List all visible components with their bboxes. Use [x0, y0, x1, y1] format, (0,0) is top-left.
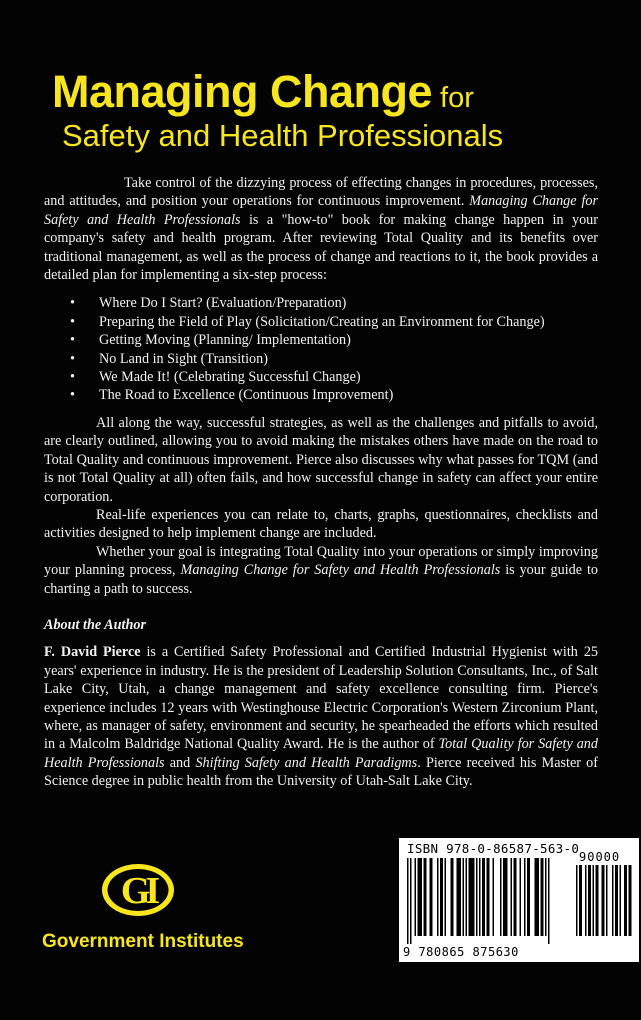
- author-name: F. David Pierce: [44, 644, 141, 661]
- book-title: Managing Change: [52, 66, 433, 117]
- step-item: [44, 386, 598, 404]
- step-label: Where Do I Start? (Evaluation/Preparation): [99, 295, 347, 312]
- goal-text-b: is your guide to charting a path to success.: [44, 562, 598, 597]
- step-label: Getting Moving (Planning/ Implementation): [99, 332, 351, 349]
- barcode-bar: [476, 858, 478, 936]
- title-line-1: [52, 66, 474, 118]
- barcode-bar: [520, 858, 522, 936]
- barcode-bar: [511, 858, 513, 936]
- author-paragraph: [44, 643, 598, 790]
- barcode-bar: [602, 865, 605, 936]
- step-item: [44, 331, 598, 349]
- barcode-bar: [615, 865, 618, 936]
- barcode-bar: [624, 865, 627, 936]
- barcode-bar: [629, 865, 632, 936]
- intro-book-title: Managing Change for Safety and Health Professionals: [44, 193, 599, 228]
- barcode-bar: [487, 858, 490, 936]
- barcode-bar: [482, 858, 485, 936]
- barcode-bar: [588, 865, 591, 936]
- bullet-icon: •: [70, 350, 75, 367]
- author-and: and: [164, 754, 196, 771]
- barcode-bar: [596, 865, 599, 936]
- publisher-logo: [99, 860, 177, 920]
- step-item: [44, 294, 598, 312]
- barcode-bar: [437, 858, 439, 936]
- bullet-icon: •: [70, 332, 75, 349]
- step-label: Preparing the Field of Play (Solicitation/Creating an Environment for Change): [99, 313, 545, 330]
- step-item: [44, 350, 598, 368]
- bullet-icon: •: [70, 369, 75, 386]
- barcode-bar: [606, 865, 608, 936]
- step-item: [44, 368, 598, 386]
- barcode-bar: [585, 865, 587, 936]
- price-addon-digits: 90000: [579, 850, 621, 864]
- barcode-bar: [424, 858, 427, 936]
- barcode-bar: [535, 858, 540, 936]
- barcode-bar: [445, 858, 447, 936]
- barcode-bar: [612, 865, 614, 936]
- barcode-bar: [469, 858, 475, 936]
- barcode-bar: [466, 858, 468, 936]
- title-for-word: for: [440, 82, 474, 114]
- barcode-bar: [579, 865, 582, 936]
- barcode-bar: [620, 865, 622, 936]
- barcode-bar: [457, 858, 462, 936]
- step-list: [44, 294, 598, 404]
- barcode-bar: [493, 858, 495, 936]
- barcode-bar: [451, 858, 454, 936]
- goal-text-a: Whether your goal is integrating Total Quality into your operations or simply improving your planning process,: [44, 543, 598, 579]
- step-label: No Land in Sight (Transition): [99, 350, 268, 367]
- back-cover-text: [44, 174, 598, 791]
- barcode-bar: [410, 858, 412, 944]
- step-label: The Road to Excellence (Continuous Improvement): [99, 387, 394, 404]
- barcode-bar: [524, 858, 526, 936]
- publisher-name: Government Institutes: [42, 931, 244, 952]
- barcode-bar: [593, 865, 595, 936]
- intro-paragraph: [44, 174, 598, 284]
- strategies-paragraph: All along the way, successful strategies, as well as the challenges and pitfalls to avoid, are clearly outlined, allowing you to avoid making the mistakes others have made on the road to Total Quality and continuous improvement. Pierce also discusses why what passes for TQM (and is not Total Quality at all) often fails, and how successful change in safety can affect your entire corporation.: [44, 414, 598, 505]
- barcode-bar: [463, 858, 465, 936]
- barcode-bar: [418, 858, 423, 936]
- author-book-1: Total Quality for Safety and Health Professionals: [44, 736, 598, 771]
- barcode-bar: [415, 858, 417, 936]
- addon-barcode-bars: [576, 865, 632, 944]
- about-author-heading: About the Author: [44, 616, 146, 633]
- barcode-bar: [430, 858, 433, 936]
- barcode-bar: [503, 858, 508, 936]
- step-label: We Made It! (Celebrating Successful Change): [99, 369, 361, 386]
- intro-text-b: is a "how-to" book for making change happen in your company's safety and health program. After reviewing Total Quality and its benefits over traditional management, as well as the process of change and reactions to it, the book provides a detailed plan for implementing a six-step process:: [44, 211, 598, 284]
- author-bio: [44, 643, 598, 790]
- logo-letters: GI: [120, 870, 156, 912]
- isbn-barcode: [399, 838, 639, 962]
- step-item: [44, 313, 598, 331]
- book-subtitle: Safety and Health Professionals: [62, 118, 504, 153]
- goal-book-title: Managing Change for Safety and Health Professionals: [180, 562, 501, 579]
- goal-paragraph: [44, 543, 598, 598]
- barcode-bar: [479, 858, 481, 936]
- barcode-bar: [541, 858, 544, 936]
- barcode-bar: [527, 858, 530, 936]
- barcode-bar: [545, 858, 547, 936]
- bullet-icon: •: [70, 295, 75, 312]
- ean-barcode-bars: [407, 858, 565, 944]
- intro-text-a: Take control of the dizzying process of effecting changes in procedures, processes, and attitudes, and position your operations for continuous improvement.: [44, 175, 598, 210]
- barcode-bar: [576, 865, 578, 936]
- author-text-a: is a Certified Safety Professional and Certified Industrial Hygienist with 25 years' experience in industry. He is the president of Leadership Solution Consultants, Inc., of Salt Lake City, Utah, a change management and safety excellence consulting firm. Pierce's experience includes 12 years with Westinghouse Electric Corporation's Western Zirconium Plant, where, as manager of safety, environment and security, he spearheaded the efforts which resulted in a Malcolm Baldridge National Quality Award. He is the author of: [44, 644, 599, 753]
- barcode-bar: [407, 858, 409, 944]
- bullet-icon: •: [70, 313, 75, 330]
- author-book-2: Shifting Safety and Health Paradigms: [195, 754, 418, 771]
- barcode-bar: [440, 858, 443, 936]
- bullet-icon: •: [70, 387, 75, 404]
- barcode-bar: [548, 858, 550, 944]
- isbn-text: ISBN 978-0-86587-563-0: [407, 841, 580, 856]
- barcode-bar: [500, 858, 502, 936]
- barcode-bar: [514, 858, 517, 936]
- ean-digits: 9 780865 875630: [403, 945, 519, 959]
- author-text-b: . Pierce received his Master of Science degree in public health from the University of Utah-Salt Lake City.: [44, 754, 598, 790]
- experiences-paragraph: Real-life experiences you can relate to, charts, graphs, questionnaires, checklists and activities designed to help implement change are included.: [44, 506, 598, 542]
